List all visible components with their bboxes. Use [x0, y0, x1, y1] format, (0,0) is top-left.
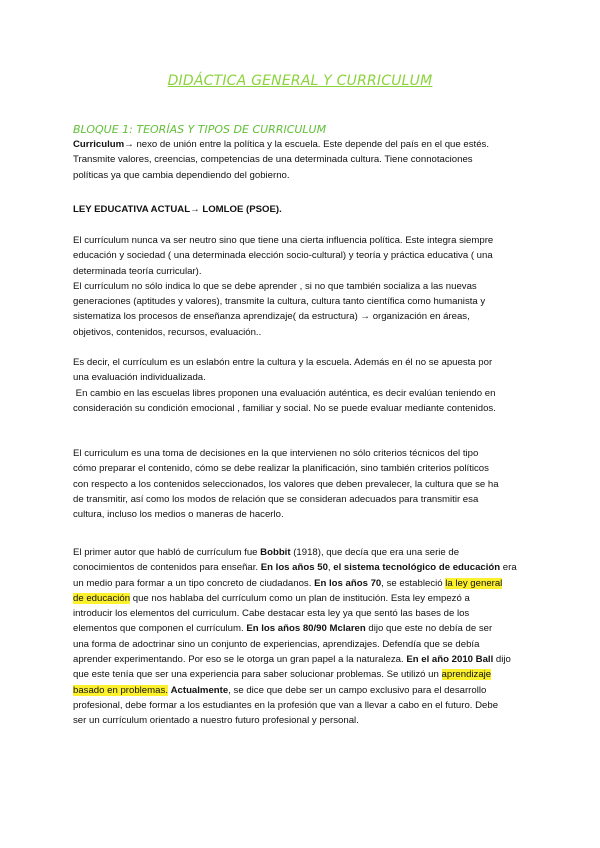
text: , se estableció: [381, 577, 446, 589]
line: educación y sociedad ( una determinada elección socio-cultural) y teoría y práctica educativa ( una: [73, 250, 493, 262]
line: con respecto a los contenidos seleccionados, los valores que deben prevalecer, la cultura que se ha: [73, 478, 499, 490]
period-50s: En los años 50: [260, 562, 328, 574]
line: determinada teoría curricular).: [73, 265, 202, 277]
text: (1918), que decía que era una serie de: [290, 547, 460, 558]
line: El currículum no sólo indica lo que se debe aprender , si no que también socializa a las nuevas: [73, 280, 477, 292]
line: profesional, debe formar a los estudiantes en la profesión que van a llevar a cabo en el futuro. Debe: [73, 699, 499, 711]
block1-title: BLOQUE 1: TEORÍAS Y TIPOS DE CURRICULUM: [73, 123, 327, 136]
line: cultura, incluso los medios o maneras de hacerlo.: [73, 509, 284, 521]
line: ser un currículum orientado a nuestro futuro profesional y personal.: [73, 715, 359, 727]
text: un medio para formar a un tipo concreto de ciudadanos.: [73, 577, 315, 589]
line: El curriculum es una toma de decisiones en la que intervienen no sólo criterios técnicos del tipo: [73, 448, 479, 459]
text: que este tenía que ser una experiencia para saber solucionar problemas. Se utilizó un: [73, 669, 442, 681]
line: cómo preparar el contenido, cómo se debe realizar la planificación, sino también criterios políticos: [73, 463, 489, 475]
paragraph-evaluation: [73, 355, 529, 416]
highlight-basado-en-problemas: basado en problemas.: [73, 684, 168, 696]
highlight-de-educacion: de educación: [73, 592, 131, 604]
text: era: [500, 562, 517, 574]
line: [73, 591, 529, 606]
period-2010: En el año 2010 Ball: [406, 654, 494, 666]
line: introducir los elementos del curriculum. Cabe destacar esta ley ya que sentó las bases de los: [73, 608, 470, 620]
author-bobbit: Bobbit: [260, 547, 291, 558]
highlight-ley-general: la ley general: [445, 577, 503, 589]
actualmente: Actualmente: [170, 684, 229, 696]
text: El primer autor que habló de currículum fue: [73, 547, 261, 558]
line: [73, 683, 529, 698]
law-heading: LEY EDUCATIVA ACTUAL→ LOMLOE (PSOE).: [73, 204, 282, 215]
line: generaciones (aptitudes y valores), transmite la cultura, cultura tanto científica como humanista y: [73, 296, 486, 308]
line: [73, 621, 529, 636]
paragraph-neutrality: [73, 233, 529, 340]
text: que nos hablaba del currículum como un plan de institución. Esta ley empezó a: [130, 592, 470, 604]
text: conocimientos de contenidos para enseñar.: [73, 562, 261, 574]
line: [73, 560, 529, 575]
period-70s: En los años 70: [314, 577, 382, 589]
paragraph-history: [73, 545, 529, 729]
line: una evaluación individualizada.: [73, 372, 206, 384]
line: [73, 545, 529, 560]
line: consideración su condición emocional , familiar y social. No se puede evaluar mediante contenidos.: [73, 402, 496, 414]
tech-system: el sistema tecnológico de educación: [333, 562, 501, 574]
term: Curriculum: [73, 139, 125, 150]
line: sistematiza los procesos de enseñanza aprendizaje( da estructura) → organización en áreas,: [73, 311, 470, 323]
curriculum-definition-paragraph: [73, 137, 529, 183]
text: dijo que este no debía de ser: [365, 623, 493, 635]
line: [73, 652, 529, 667]
line: [73, 576, 529, 591]
highlight-aprendizaje: aprendizaje: [441, 669, 492, 681]
text: ,: [327, 562, 334, 574]
text: aprender experimentando. Por eso se le otorga un gran papel a la naturaleza.: [73, 654, 407, 666]
line: [73, 667, 529, 682]
line: El currículum nunca va ser neutro sino que tiene una cierta influencia política. Este integra siempre: [73, 235, 494, 246]
text: dijo: [493, 654, 511, 666]
line: políticas ya que cambia dependiendo del gobierno.: [73, 169, 290, 181]
line: Es decir, el currículum es un eslabón entre la cultura y la escuela. Además en él no se apuesta por: [73, 357, 493, 368]
line: de transmitir, así como los modos de relación que se consideran adecuados para transmitir esa: [73, 493, 479, 505]
line: Transmite valores, creencias, competencias de una determinada cultura. Tiene connotaciones: [73, 154, 473, 166]
period-80-90s: En los años 80/90 Mclaren: [246, 623, 366, 635]
text: → nexo de unión entre la política y la escuela. Este depende del país en el que estés.: [124, 139, 489, 150]
text: elementos que componen el currículum.: [73, 623, 247, 635]
line: En cambio en las escuelas libres proponen una evaluación auténtica, es decir evalúan teniendo en: [73, 387, 496, 399]
paragraph-decisions: [73, 446, 529, 522]
text: , se dice que debe ser un campo exclusivo para el desarrollo: [228, 684, 487, 696]
line: una forma de adoctrinar sino un conjunto de experiencias, aprendizajes. Defendía que se debía: [73, 638, 480, 650]
line: [73, 137, 529, 152]
document-title: DIDÁCTICA GENERAL Y CURRICULUM: [167, 73, 433, 89]
line: objetivos, contenidos, recursos, evaluación..: [73, 326, 262, 338]
